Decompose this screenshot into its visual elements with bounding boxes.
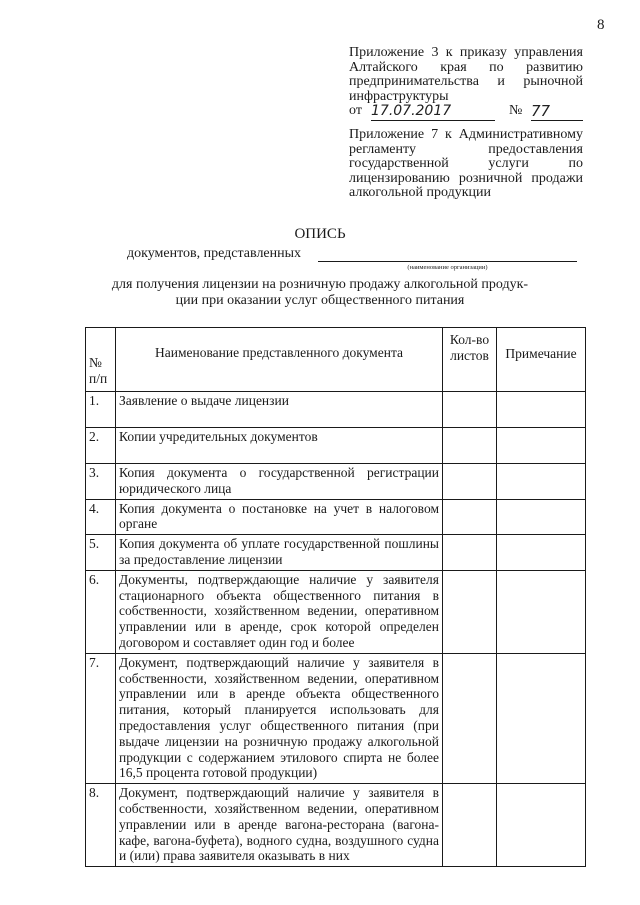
table-row: [86, 499, 586, 535]
row-note-cell[interactable]: [497, 392, 586, 428]
row-note-cell[interactable]: [497, 653, 586, 783]
table-row: [86, 653, 586, 783]
purpose-line: для получения лицензии на розничную продажу алкогольной продук-: [111, 277, 529, 292]
row-number: 2.: [86, 428, 116, 464]
row-document-name: Документы, подтверждающие наличие у заявителя стационарного объекта общественного питания в собственности, хозяйственном ведении, оперативном управлении или в аренде, срок которой определен договором и составляет один год и более: [116, 570, 443, 653]
order-number-sign: №: [509, 103, 523, 118]
purpose-text: [0, 277, 640, 309]
row-note-cell[interactable]: [497, 428, 586, 464]
row-number: 3.: [86, 464, 116, 500]
documents-from-label: документов, представленных: [127, 246, 302, 261]
table-row: [86, 570, 586, 653]
row-document-name: Копия документа об уплате государственной пошлины за предоставление лицензии: [116, 535, 443, 571]
header-number: № п/п: [86, 328, 116, 392]
row-number: 4.: [86, 499, 116, 535]
annex-regulation-block: [349, 128, 583, 201]
order-date-number-line: [349, 104, 583, 122]
row-number: 5.: [86, 535, 116, 571]
table-row: [86, 428, 586, 464]
row-sheets-cell[interactable]: [443, 392, 497, 428]
row-sheets-cell[interactable]: [443, 784, 497, 867]
header-sheets-count: Кол-во листов: [443, 328, 497, 392]
row-number: 6.: [86, 570, 116, 653]
table-row: [86, 464, 586, 500]
purpose-line: ции при оказании услуг общественного питания: [175, 293, 465, 308]
inventory-table: [85, 327, 586, 867]
row-note-cell[interactable]: [497, 570, 586, 653]
table-header-row: [86, 328, 586, 392]
row-number: 8.: [86, 784, 116, 867]
order-from-label: от: [349, 103, 362, 118]
table-row: [86, 784, 586, 867]
row-document-name: Копия документа о государственной регистрации юридического лица: [116, 464, 443, 500]
row-document-name: Заявление о выдаче лицензии: [116, 392, 443, 428]
row-note-cell[interactable]: [497, 535, 586, 571]
organization-caption: (наименование организации): [407, 264, 488, 271]
row-document-name: Документ, подтверждающий наличие у заявителя в собственности, хозяйственном ведении, оперативном управлении или в аренде вагона-ресторана (вагона-кафе, вагона-буфета), водного судна, воздушного судна и (или) права заявителя оказывать в них: [116, 784, 443, 867]
row-note-cell[interactable]: [497, 784, 586, 867]
row-document-name: Документ, подтверждающий наличие у заявителя в собственности, хозяйственном ведении, оперативном управлении или в аренде объекта общественного питания, который планируется использовать для предоставления услуг общественного питания (при выдаче лицензии на розничную продажу алкогольной продукции с содержанием этилового спирта не более 16,5 процента готовой продукции): [116, 653, 443, 783]
page-number: 8: [597, 17, 605, 33]
table-row: [86, 535, 586, 571]
row-document-name: Копия документа о постановке на учет в налоговом органе: [116, 499, 443, 535]
table-row: [86, 392, 586, 428]
row-sheets-cell[interactable]: [443, 653, 497, 783]
document-title: ОПИСЬ: [294, 226, 346, 242]
header-note: Примечание: [497, 328, 586, 392]
row-note-cell[interactable]: [497, 499, 586, 535]
organization-name-blank: [318, 261, 577, 262]
row-number: 7.: [86, 653, 116, 783]
handwritten-order-number: 77: [531, 104, 583, 121]
row-document-name: Копии учредительных документов: [116, 428, 443, 464]
row-sheets-cell[interactable]: [443, 464, 497, 500]
header-document-name: Наименование представленного документа: [116, 328, 443, 392]
row-sheets-cell[interactable]: [443, 535, 497, 571]
annex-order-block: [349, 46, 583, 122]
row-note-cell[interactable]: [497, 464, 586, 500]
row-sheets-cell[interactable]: [443, 499, 497, 535]
handwritten-order-date: 17.07.2017: [371, 104, 495, 121]
row-number: 1.: [86, 392, 116, 428]
annex-regulation-text: Приложение 7 к Административному регламенту предоставления государственной услуги по лицензированию розничной продажи алкогольной продукции: [349, 127, 583, 200]
annex-order-text: Приложение 3 к приказу управления Алтайского края по развитию предпринимательства и рыночной инфраструктуры: [349, 45, 583, 104]
row-sheets-cell[interactable]: [443, 570, 497, 653]
row-sheets-cell[interactable]: [443, 428, 497, 464]
